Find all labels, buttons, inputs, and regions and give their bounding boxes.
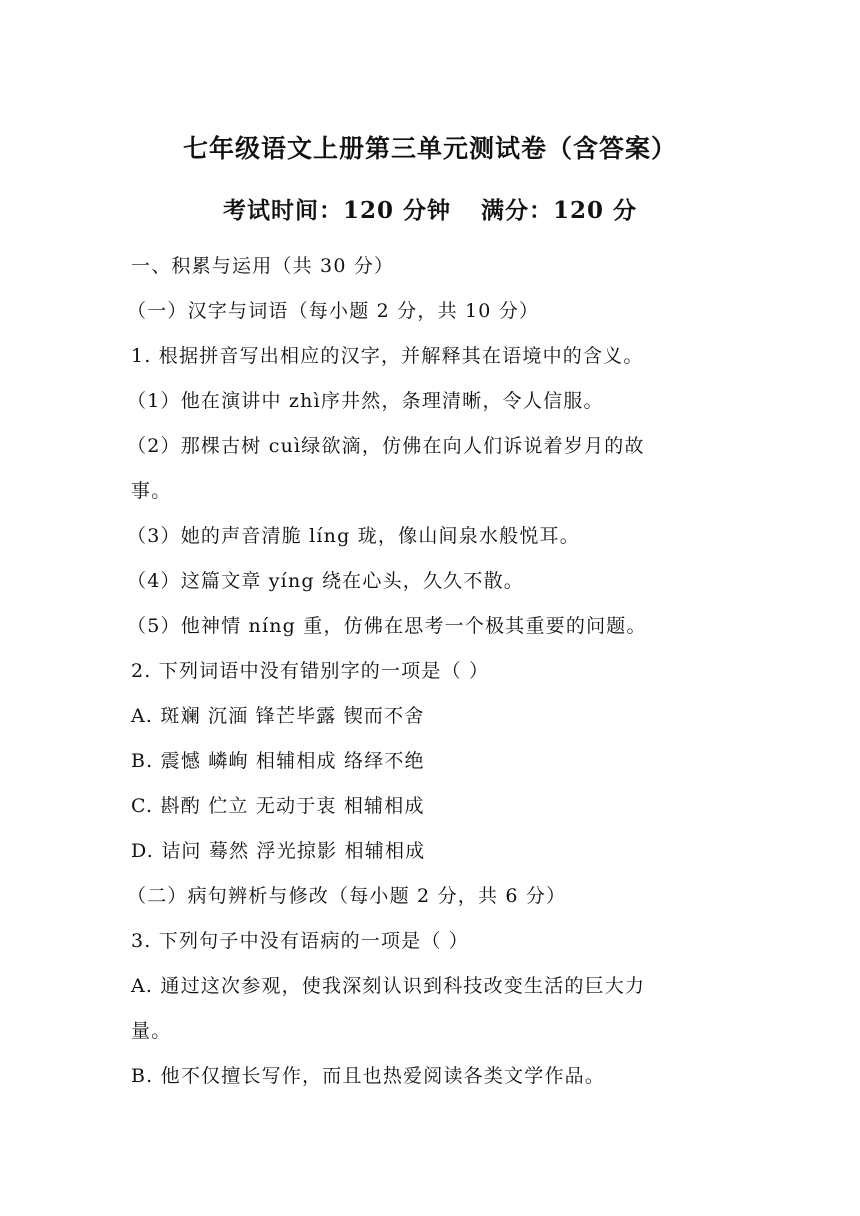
subsection-heading: （二）病句辨析与修改（每小题 2 分，共 6 分） [127,885,567,907]
page-title: 七年级语文上册第三单元测试卷（含答案） [182,134,677,163]
subsection-heading: （一）汉字与词语（每小题 2 分，共 10 分） [127,300,540,322]
question-item-continued: 事。 [131,480,172,502]
question-item: （2）那棵古树 cuì绿欲滴，仿佛在向人们诉说着岁月的故 [127,435,645,457]
question-item: （1）他在演讲中 zhì序井然，条理清晰，令人信服。 [127,390,604,412]
exam-time: 考试时间：120 分钟 [222,197,451,224]
question-text: 1. 根据拼音写出相应的汉字，并解释其在语境中的含义。 [131,345,644,367]
answer-option: D. 诘问 蓦然 浮光掠影 相辅相成 [131,840,426,862]
question-item: （4）这篇文章 yíng 绕在心头，久久不散。 [127,570,524,592]
full-score: 满分：120 分 [481,197,638,224]
answer-option: A. 通过这次参观，使我深刻认识到科技改变生活的巨大力 [131,975,646,997]
answer-option-continued: 量。 [131,1020,172,1042]
question-text: 3. 下列句子中没有语病的一项是（ ） [131,930,470,952]
answer-option: B. 震憾 嶙峋 相辅相成 络绎不绝 [131,750,425,772]
question-item: （3）她的声音清脆 líng 珑，像山间泉水般悦耳。 [127,525,580,547]
section-heading: 一、积累与运用（共 30 分） [131,255,395,277]
answer-option: C. 斟酌 伫立 无动于衷 相辅相成 [131,795,425,817]
answer-option: A. 斑斓 沉湎 锋芒毕露 锲而不舍 [131,705,425,727]
question-text: 2. 下列词语中没有错别字的一项是（ ） [131,660,490,682]
question-item: （5）他神情 níng 重，仿佛在思考一个极其重要的问题。 [127,615,647,637]
exam-info [0,192,860,230]
answer-option: B. 他不仅擅长写作，而且也热爱阅读各类文学作品。 [131,1065,606,1087]
